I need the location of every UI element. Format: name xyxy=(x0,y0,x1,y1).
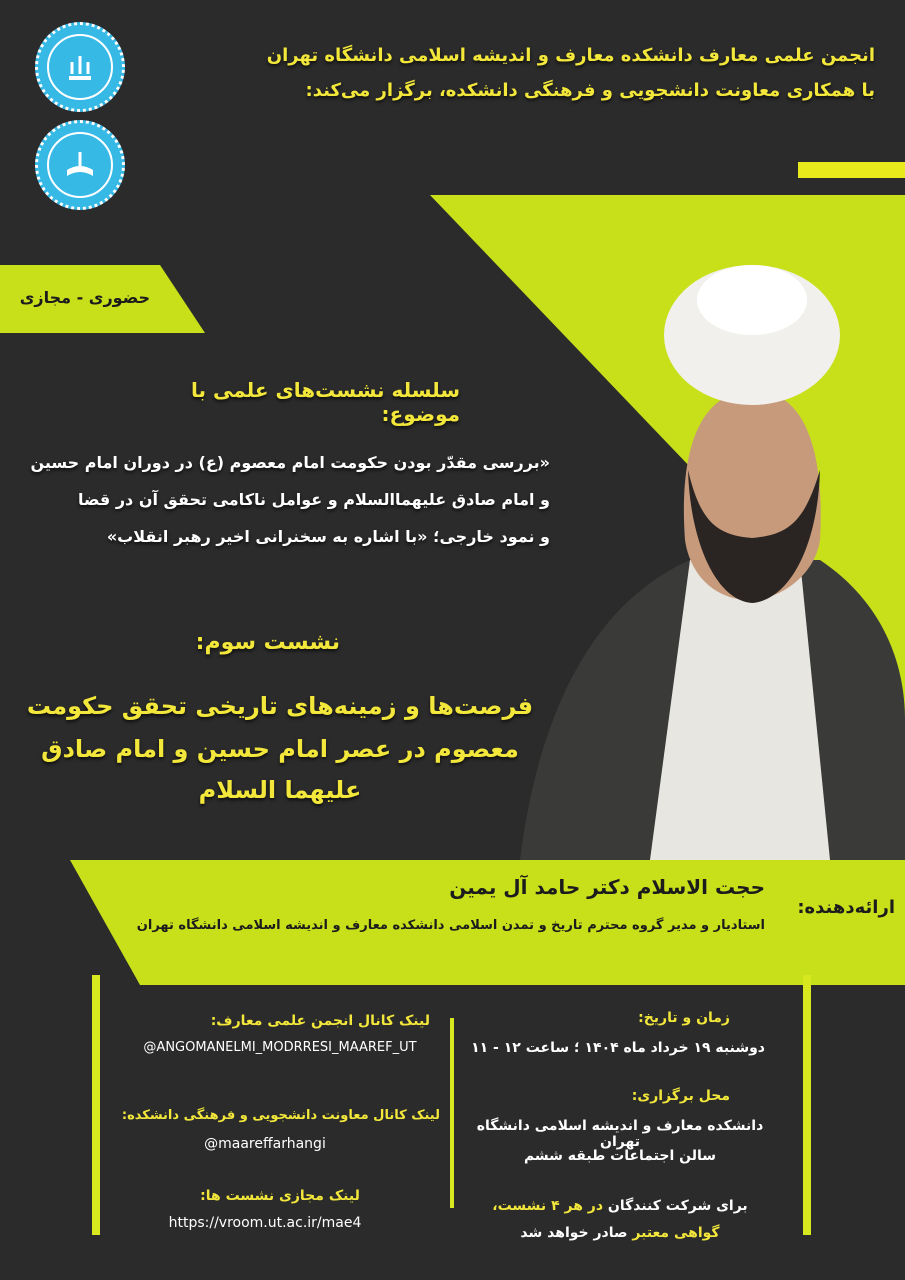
channel1-label: لینک کانال انجمن علمی معارف: xyxy=(210,1013,430,1029)
header-line-1: انجمن علمی معارف دانشکده معارف و اندیشه اسلامی دانشگاه تهران xyxy=(266,45,875,66)
crest-icon xyxy=(63,50,97,84)
series-topic-line-1: «بررسی مقدّر بودن حکومت امام معصوم (ع) در دوران امام حسین xyxy=(30,453,550,472)
left-glow-bar xyxy=(92,975,100,1235)
session-title-line-2: معصوم در عصر امام حسین و امام صادق xyxy=(41,735,519,763)
channel1-link[interactable]: @ANGOMANELMI_MODRRESI_MAAREF_UT xyxy=(143,1040,417,1055)
presenter-label: ارائه‌دهنده: xyxy=(797,897,895,918)
right-glow-bar xyxy=(803,975,811,1235)
channel2-link[interactable]: @maareffarhangi xyxy=(204,1136,326,1152)
time-value: دوشنبه ۱۹ خرداد ماه ۱۴۰۴ ؛ ساعت ۱۲ - ۱۱ xyxy=(471,1040,765,1056)
logo-emblem-icon xyxy=(47,34,113,100)
certificate-line-2 xyxy=(470,1225,770,1241)
center-divider xyxy=(450,1018,454,1208)
faculty-emblem-logo xyxy=(35,120,125,210)
certificate-text-white-2: صادر خواهد شد xyxy=(520,1225,628,1241)
header-line-2: با همکاری معاونت دانشجویی و فرهنگی دانشکده، برگزار می‌کند: xyxy=(305,80,875,101)
session-title-line-3: علیهما السلام xyxy=(198,776,362,804)
place-line-2: سالن اجتماعات طبقه ششم xyxy=(523,1148,717,1164)
certificate-line-1 xyxy=(470,1198,770,1214)
presenter-name: حجت الاسلام دکتر حامد آل یمین xyxy=(449,875,765,899)
faculty-emblem-icon xyxy=(47,132,113,198)
online-label: لینک مجازی نشست ها: xyxy=(200,1188,360,1204)
place-line-1: دانشکده معارف و اندیشه اسلامی دانشگاه تهران xyxy=(476,1118,764,1150)
series-topic-line-3: و نمود خارجی؛ «با اشاره به سخنرانی اخیر رهبر انقلاب» xyxy=(106,527,550,546)
place-label: محل برگزاری: xyxy=(631,1088,730,1104)
online-link[interactable]: https://vroom.ut.ac.ir/mae4 xyxy=(168,1215,362,1231)
series-topic-line-2: و امام صادق علیهماالسلام و عوامل ناکامی تحقق آن در قضا xyxy=(78,490,550,509)
certificate-text-yellow-2: گواهی معتبر xyxy=(627,1225,720,1241)
session-title-line-1: فرصت‌ها و زمینه‌های تاریخی تحقق حکومت xyxy=(26,692,534,720)
time-label: زمان و تاریخ: xyxy=(638,1010,730,1026)
badge-wedge-outline xyxy=(0,333,205,335)
channel2-label: لینک کانال معاونت دانشجویی و فرهنگی دانشکده: xyxy=(121,1108,440,1123)
series-heading: سلسله نشست‌های علمی با موضوع: xyxy=(191,378,460,426)
certificate-text-white: برای شرکت کنندگان xyxy=(603,1198,748,1214)
certificate-text-yellow: در هر ۴ نشست، xyxy=(492,1198,604,1214)
yellow-bar xyxy=(798,162,905,178)
presenter-role: استادیار و مدیر گروه محترم تاریخ و تمدن اسلامی دانشکده معارف و اندیشه اسلامی دانشگاه تهران xyxy=(136,918,765,933)
book-icon xyxy=(63,148,97,182)
university-of-tehran-logo xyxy=(35,22,125,112)
mode-badge: حضوری - مجازی xyxy=(19,288,150,307)
session-heading: نشست سوم: xyxy=(195,630,340,655)
